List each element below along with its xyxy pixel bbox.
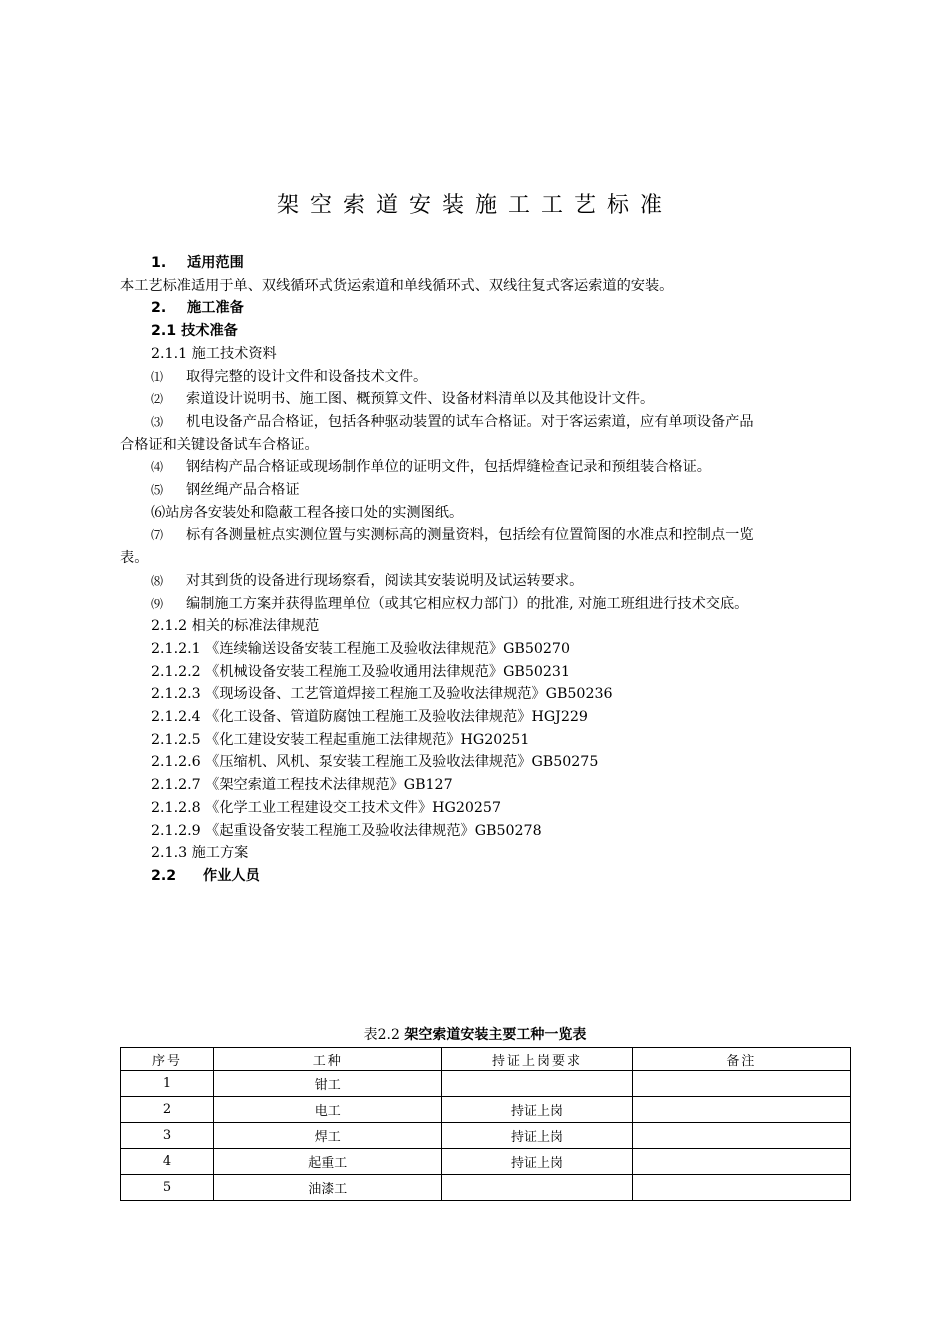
standard-item: 2.1.2.9 《起重设备安装工程施工及验收法律规范》GB50278 bbox=[151, 822, 542, 839]
section-2-heading: 2. 施工准备 bbox=[151, 300, 244, 317]
document-title: 架空索道安装施工工艺标准 bbox=[276, 193, 673, 218]
table-row bbox=[121, 1175, 851, 1201]
document-body bbox=[120, 252, 858, 888]
header-cell: 序号 bbox=[121, 1048, 214, 1071]
table-cell bbox=[632, 1071, 850, 1097]
standard-item: 2.1.2.3 《现场设备、工艺管道焊接工程施工及验收法律规范》GB50236 bbox=[151, 686, 613, 703]
table-cell: 2 bbox=[121, 1097, 214, 1123]
standard-item: 2.1.2.5 《化工建设安装工程起重施工法律规范》HG20251 bbox=[151, 731, 530, 748]
list-item: ⑶ 机电设备产品合格证，包括各种驱动装置的试车合格证。对于客运索道，应有单项设备产品 bbox=[151, 413, 754, 430]
table-cell: 1 bbox=[121, 1071, 214, 1097]
table-cell: 持证上岗 bbox=[442, 1123, 632, 1149]
list-item: ⑵ 索道设计说明书、施工图、概预算文件、设备材料清单以及其他设计文件。 bbox=[151, 391, 655, 408]
table-cell: 油漆工 bbox=[214, 1175, 442, 1201]
section-2-2-heading: 2.2 作业人员 bbox=[151, 867, 260, 884]
section-2-1-heading: 2.1 技术准备 bbox=[151, 323, 238, 340]
table-cell: 钳工 bbox=[214, 1071, 442, 1097]
list-item-continuation: 表。 bbox=[120, 550, 149, 567]
section-1-heading: 1. 适用范围 bbox=[151, 255, 244, 271]
table-cell: 起重工 bbox=[214, 1149, 442, 1175]
table-cell: 4 bbox=[121, 1149, 214, 1175]
list-item: ⑺ 标有各测量桩点实测位置与实测标高的测量资料，包括绘有位置简图的水准点和控制点一览 bbox=[151, 527, 754, 544]
section-2-1-3-heading: 2.1.3 施工方案 bbox=[151, 845, 249, 862]
table-cell bbox=[632, 1123, 850, 1149]
standard-item: 2.1.2.6 《压缩机、风机、泵安装工程施工及验收法律规范》GB50275 bbox=[151, 754, 599, 771]
section-2-1-2-heading: 2.1.2 相关的标准法律规范 bbox=[151, 618, 320, 635]
workers-table bbox=[120, 1047, 851, 1201]
list-item: ⑷ 钢结构产品合格证或现场制作单位的证明文件，包括焊缝检查记录和预组装合格证。 bbox=[151, 459, 711, 476]
table-row bbox=[121, 1149, 851, 1175]
standard-item: 2.1.2.8 《化学工业工程建设交工技术文件》HG20257 bbox=[151, 799, 501, 816]
list-item: ⑴ 取得完整的设计文件和设备技术文件。 bbox=[151, 368, 428, 385]
table-caption: 表2.2 架空索道安装主要工种一览表 bbox=[363, 1027, 587, 1043]
list-item: ⑼ 编制施工方案并获得监理单位（或其它相应权力部门）的批准, 对施工班组进行技术交底。 bbox=[151, 595, 749, 612]
section-1-text: 本工艺标准适用于单、双线循环式货运索道和单线循环式、双线往复式客运索道的安装。 bbox=[120, 277, 674, 294]
table-row bbox=[121, 1071, 851, 1097]
standard-item: 2.1.2.1 《连续输送设备安装工程施工及验收法律规范》GB50270 bbox=[151, 640, 570, 657]
header-cell: 备注 bbox=[632, 1048, 850, 1071]
table-cell bbox=[442, 1175, 632, 1201]
header-cell: 工种 bbox=[214, 1048, 442, 1071]
table-cell: 电工 bbox=[214, 1097, 442, 1123]
list-item: ⑸ 钢丝绳产品合格证 bbox=[151, 482, 300, 499]
table-cell: 持证上岗 bbox=[442, 1149, 632, 1175]
table-cell: 焊工 bbox=[214, 1123, 442, 1149]
table-cell bbox=[632, 1175, 850, 1201]
table-row bbox=[121, 1123, 851, 1149]
table-cell bbox=[632, 1097, 850, 1123]
standard-item: 2.1.2.2 《机械设备安装工程施工及验收通用法律规范》GB50231 bbox=[151, 663, 570, 680]
table-cell bbox=[442, 1071, 632, 1097]
table-cell bbox=[632, 1149, 850, 1175]
table-cell: 3 bbox=[121, 1123, 214, 1149]
list-item-continuation: 合格证和关键设备试车合格证。 bbox=[120, 436, 319, 453]
section-2-1-1-heading: 2.1.1 施工技术资料 bbox=[151, 345, 277, 362]
table-header-row bbox=[121, 1048, 851, 1071]
table-row bbox=[121, 1097, 851, 1123]
header-cell: 持证上岗要求 bbox=[442, 1048, 632, 1071]
list-item: ⑹站房各安装处和隐蔽工程各接口处的实测图纸。 bbox=[151, 504, 464, 521]
list-item: ⑻ 对其到货的设备进行现场察看，阅读其安装说明及试运转要求。 bbox=[151, 572, 584, 589]
table-cell: 持证上岗 bbox=[442, 1097, 632, 1123]
table-cell: 5 bbox=[121, 1175, 214, 1201]
standard-item: 2.1.2.4 《化工设备、管道防腐蚀工程施工及验收法律规范》HGJ229 bbox=[151, 709, 588, 726]
standard-item: 2.1.2.7 《架空索道工程技术法律规范》GB127 bbox=[151, 777, 453, 794]
